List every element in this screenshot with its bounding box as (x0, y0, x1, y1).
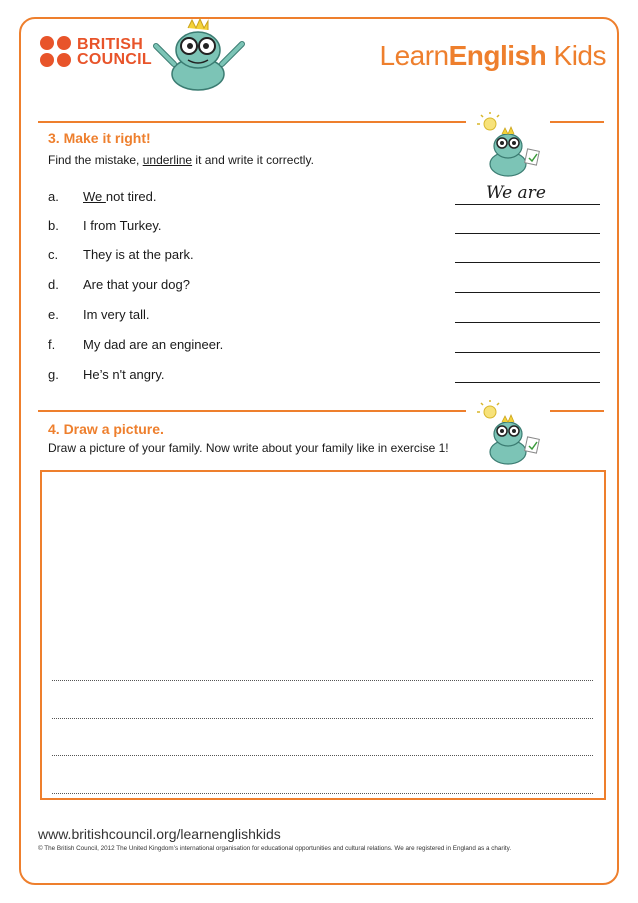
instruction-underlined: underline (142, 153, 193, 167)
exercise-row-b (48, 218, 600, 238)
section3-rule-left (38, 121, 466, 123)
monster-mascot-icon (150, 16, 250, 96)
section3-rule-right (550, 121, 604, 123)
row-letter: b. (48, 218, 59, 233)
row-sentence: My dad are an engineer. (83, 337, 224, 352)
logo-dots-icon (40, 36, 71, 67)
section3-title: 3. Make it right! (48, 130, 151, 146)
exercise-row-d (48, 277, 600, 297)
section3-instruction (48, 153, 314, 167)
row-letter: c. (48, 247, 59, 262)
footer-url: www.britishcouncil.org/learnenglishkids (38, 826, 281, 842)
exercise-row-f (48, 337, 600, 357)
learnenglish-kids-brand (380, 40, 607, 72)
handwritten-answer: We are (486, 183, 546, 203)
answer-line[interactable] (455, 233, 600, 234)
exercise-row-a (48, 183, 600, 209)
section4-rule-right (550, 410, 604, 412)
answer-line[interactable] (455, 352, 600, 353)
logo-line1: BRITISH (77, 35, 144, 53)
section4-instruction: Draw a picture of your family. Now write about your family like in exercise 1! (48, 441, 449, 455)
row-sentence: Are that your dog? (83, 277, 190, 292)
footer-copyright: © The British Council, 2012 The United Kingdom’s international organisation for educational opportunities and cultural relations. We are registered in England as a charity. (38, 845, 512, 852)
row-sentence (83, 189, 156, 204)
writing-line[interactable] (52, 793, 593, 794)
brand-learn: Learn (379, 40, 449, 71)
sentence-text: not tired. (105, 189, 157, 204)
answer-line[interactable] (455, 322, 600, 323)
answer-line[interactable] (455, 204, 600, 205)
british-council-logo (40, 36, 152, 67)
row-letter: e. (48, 307, 59, 322)
row-sentence: They is at the park. (83, 247, 194, 262)
row-sentence: He’s n't angry. (83, 367, 165, 382)
brand-kids: Kids (546, 40, 606, 71)
answer-line[interactable] (455, 262, 600, 263)
thinking-mascot-icon (474, 400, 546, 472)
section4-title: 4. Draw a picture. (48, 421, 164, 437)
instruction-part: Find the mistake, (48, 153, 143, 167)
writing-line[interactable] (52, 755, 593, 756)
thinking-mascot-icon (474, 112, 546, 184)
row-sentence: I from Turkey. (83, 218, 162, 233)
row-letter: g. (48, 367, 59, 382)
answer-line[interactable] (455, 292, 600, 293)
answer-line[interactable] (455, 382, 600, 383)
underlined-mistake: We (83, 189, 106, 204)
row-letter: d. (48, 277, 59, 292)
exercise-row-g (48, 367, 600, 387)
row-sentence: Im very tall. (83, 307, 150, 322)
row-letter: a. (48, 189, 59, 204)
logo-line2: COUNCIL (77, 50, 152, 68)
row-letter: f. (48, 337, 56, 352)
exercise-row-c (48, 247, 600, 267)
drawing-area[interactable] (40, 470, 606, 800)
brand-english: English (448, 40, 547, 71)
section4-rule-left (38, 410, 466, 412)
exercise-row-e (48, 307, 600, 327)
writing-line[interactable] (52, 680, 593, 681)
instruction-part: it and write it correctly. (192, 153, 314, 167)
writing-line[interactable] (52, 718, 593, 719)
